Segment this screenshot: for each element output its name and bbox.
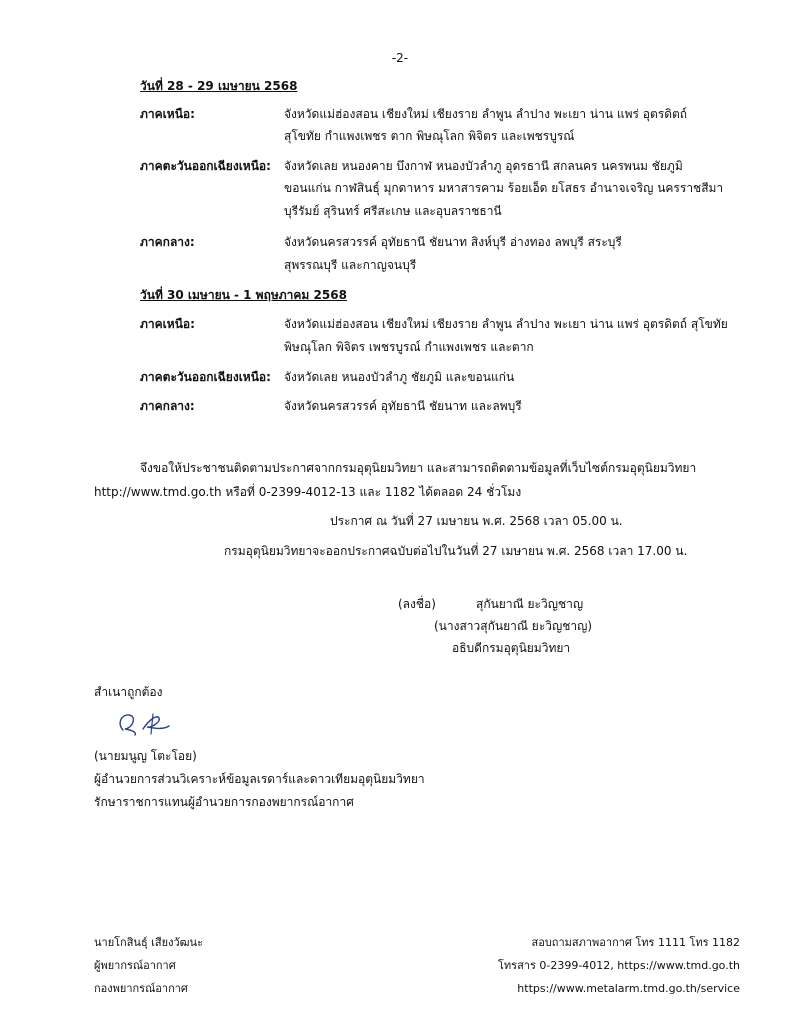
provinces-line: สุพรรณบุรี และกาญจนบุรี	[284, 258, 417, 272]
certified-label: สำเนาถูกต้อง	[94, 685, 163, 699]
footer-division: กองพยากรณ์อากาศ	[94, 982, 188, 995]
page-number: -2-	[391, 51, 409, 65]
footer-contact-phone: สอบถามสภาพอากาศ โทร 1111 โทร 1182	[531, 936, 740, 949]
provinces-line: จังหวัดนครสวรรค์ อุทัยธานี ชัยนาท และลพบุรี	[284, 399, 522, 413]
provinces-line: จังหวัดเลย หนองคาย บึงกาฬ หนองบัวลำภู อุดรธานี สกลนคร นครพนม ชัยภูมิ	[284, 159, 683, 173]
notice-line-1: จึงขอให้ประชาชนติดตามประกาศจากกรมอุตุนิยมวิทยา และสามารถติดตามข้อมูลที่เว็บไซต์กรมอุตุนิยมวิทยา	[140, 461, 697, 475]
next-announce: กรมอุตุนิยมวิทยาจะออกประกาศฉบับต่อไปในวันที่ 27 เมษายน พ.ศ. 2568 เวลา 17.00 น.	[224, 544, 688, 558]
section-date-1: วันที่ 28 - 29 เมษายน 2568	[140, 79, 298, 93]
region-northeast-1: ภาคตะวันออกเฉียงเหนือ:	[140, 159, 271, 173]
signatory-full-name: (นางสาวสุกันยาณี ยะวิญชาญ)	[434, 619, 593, 633]
region-northeast-2: ภาคตะวันออกเฉียงเหนือ:	[140, 370, 271, 384]
footer-contact-url: https://www.metalarm.tmd.go.th/service	[517, 982, 740, 995]
certifier-name: (นายมนูญ โตะโอย)	[94, 749, 197, 763]
signed-label: (ลงชื่อ)	[398, 597, 436, 611]
provinces-line: พิษณุโลก พิจิตร เพชรบูรณ์ กำแพงเพชร และตาก	[284, 340, 534, 354]
section-date-2: วันที่ 30 เมษายน - 1 พฤษภาคม 2568	[140, 288, 347, 302]
provinces-line: จังหวัดแม่ฮ่องสอน เชียงใหม่ เชียงราย ลำพูน ลำปาง พะเยา น่าน แพร่ อุตรดิตถ์ สุโขทัย	[284, 317, 728, 331]
provinces-line: บุรีรัมย์ สุรินทร์ ศรีสะเกษ และอุบลราชธานี	[284, 204, 502, 218]
handwritten-signature	[113, 708, 173, 738]
signed-name: สุกันยาณี ยะวิญชาญ	[476, 597, 584, 611]
announce-time: ประกาศ ณ วันที่ 27 เมษายน พ.ศ. 2568 เวลา 05.00 น.	[330, 514, 623, 528]
footer-forecaster-title: ผู้พยากรณ์อากาศ	[94, 959, 176, 972]
signatory-position: อธิบดีกรมอุตุนิยมวิทยา	[452, 641, 571, 655]
region-north-1: ภาคเหนือ:	[140, 107, 195, 121]
footer-forecaster-name: นายโกสินธุ์ เสียงวัฒนะ	[94, 936, 203, 949]
region-north-2: ภาคเหนือ:	[140, 317, 195, 331]
provinces-line: ขอนแก่น กาฬสินธุ์ มุกดาหาร มหาสารคาม ร้อยเอ็ด ยโสธร อำนาจเจริญ นครราชสีมา	[284, 181, 724, 195]
region-central-2: ภาคกลาง:	[140, 399, 195, 413]
provinces-line: จังหวัดเลย หนองบัวลำภู ชัยภูมิ และขอนแก่น	[284, 370, 515, 384]
notice-line-2: http://www.tmd.go.th หรือที่ 0-2399-4012-13 และ 1182 ได้ตลอด 24 ชั่วโมง	[94, 485, 522, 499]
footer-contact-fax: โทรสาร 0-2399-4012, https://www.tmd.go.th	[498, 959, 740, 972]
region-central-1: ภาคกลาง:	[140, 235, 195, 249]
provinces-line: จังหวัดแม่ฮ่องสอน เชียงใหม่ เชียงราย ลำพูน ลำปาง พะเยา น่าน แพร่ อุตรดิตถ์	[284, 107, 688, 121]
certifier-position-1: ผู้อำนวยการส่วนวิเคราะห์ข้อมูลเรดาร์และดาวเทียมอุตุนิยมวิทยา	[94, 772, 425, 786]
provinces-line: สุโขทัย กำแพงเพชร ตาก พิษณุโลก พิจิตร และเพชรบูรณ์	[284, 129, 575, 143]
provinces-line: จังหวัดนครสวรรค์ อุทัยธานี ชัยนาท สิงห์บุรี อ่างทอง ลพบุรี สระบุรี	[284, 235, 622, 249]
certifier-position-2: รักษาราชการแทนผู้อำนวยการกองพยากรณ์อากาศ	[94, 795, 354, 809]
